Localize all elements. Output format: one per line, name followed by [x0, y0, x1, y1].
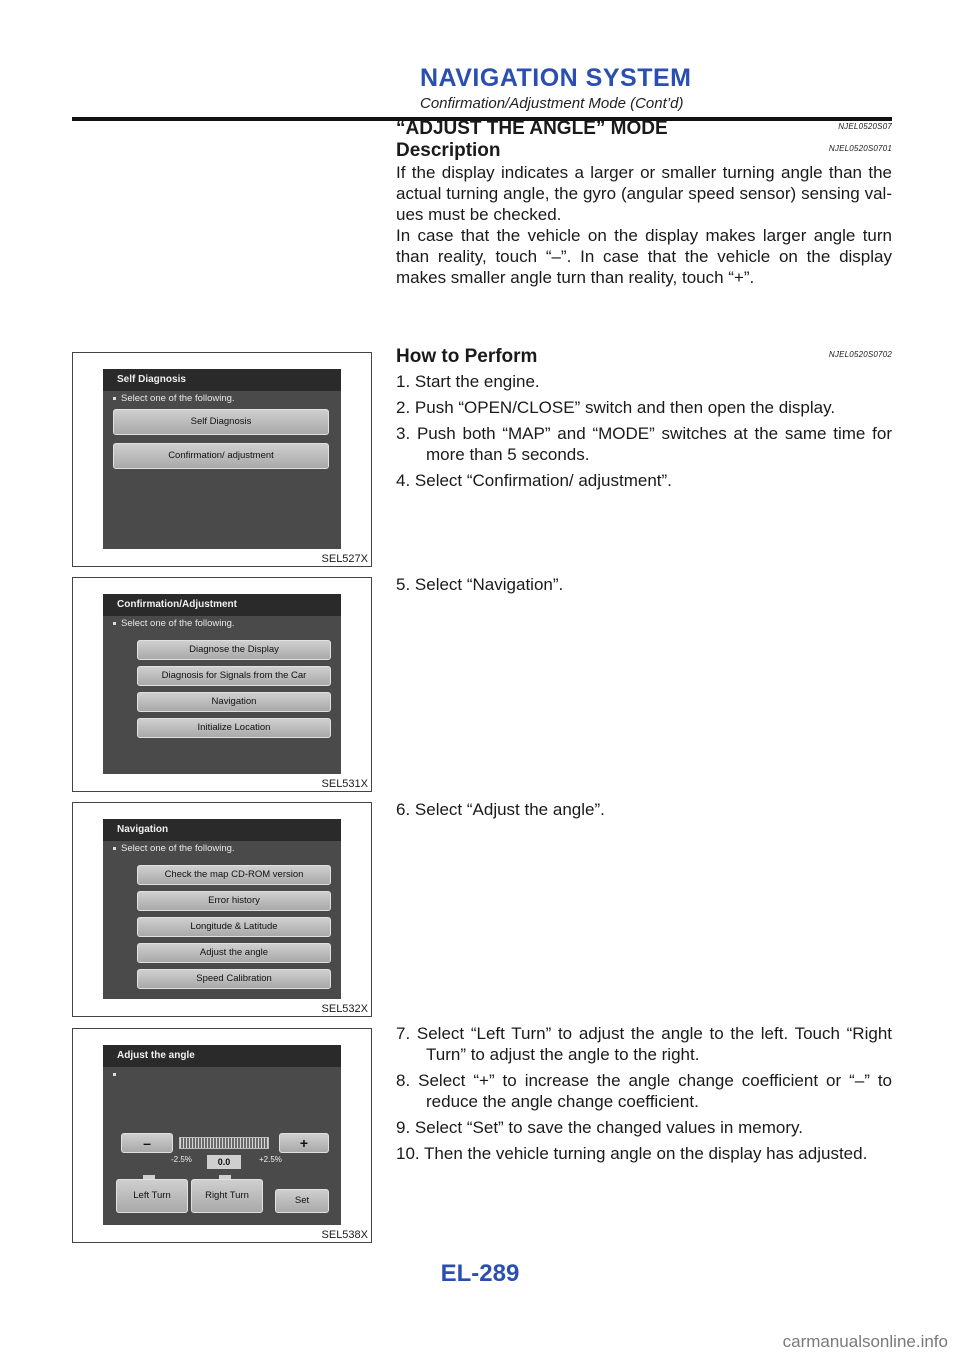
set-button[interactable]: Set [275, 1189, 329, 1213]
minus-button[interactable]: – [121, 1133, 173, 1153]
screen-navigation [103, 819, 341, 999]
scale-max-label: +2.5% [259, 1155, 282, 1164]
step-10: 10. Then the vehicle turning angle on the display has adjusted. [396, 1144, 868, 1163]
figure-confirmation-adjustment [72, 577, 372, 792]
diagnose-display-button[interactable]: Diagnose the Display [137, 640, 331, 660]
how-to-heading [396, 346, 892, 368]
step-5-block [396, 574, 892, 600]
figure-code: SEL531X [321, 778, 368, 790]
section-heading [396, 118, 892, 140]
check-cd-rom-button[interactable]: Check the map CD-ROM version [137, 865, 331, 885]
initialize-location-button[interactable]: Initialize Location [137, 718, 331, 738]
description-block [396, 118, 892, 288]
screen-prompt [113, 1069, 121, 1080]
screen-prompt: Select one of the following. [113, 843, 235, 854]
figure-code: SEL532X [321, 1003, 368, 1015]
how-to-title: How to Perform [396, 346, 538, 367]
description-para-1: If the display indicates a larger or smaller turning angle than the actual turning angle, the gyro (angular speed sensor) sensing val- ues must be checked. [396, 163, 892, 224]
self-diagnosis-button[interactable]: Self Diagnosis [113, 409, 329, 435]
screen-adjust-angle [103, 1045, 341, 1225]
section-title: “ADJUST THE ANGLE” MODE [396, 118, 668, 139]
description-title: Description [396, 140, 501, 161]
site-watermark: carmanualsonline.info [782, 1332, 948, 1351]
section-ref: NJEL0520S07 [838, 122, 892, 131]
step-8: 8. Select “+” to increase the angle change coefficient or “–” to reduce the angle change coefficient. [396, 1071, 892, 1111]
step-7: 7. Select “Left Turn” to adjust the angle to the left. Touch “Right Turn” to adjust the angle to the right. [396, 1024, 892, 1064]
page-number: EL-289 [440, 1260, 520, 1287]
plus-button[interactable]: + [279, 1133, 329, 1153]
screen-title: Navigation [103, 819, 341, 841]
figure-self-diagnosis [72, 352, 372, 567]
adjust-scale-bar[interactable] [179, 1137, 269, 1149]
bullet-icon [113, 622, 116, 625]
description-heading [396, 140, 892, 162]
description-ref: NJEL0520S0701 [828, 144, 892, 153]
left-turn-button[interactable]: Left Turn [116, 1179, 188, 1213]
how-to-block [396, 346, 892, 496]
step-5: 5. Select “Navigation”. [396, 575, 564, 594]
figure-adjust-angle [72, 1028, 372, 1243]
page-title: NAVIGATION SYSTEM [420, 64, 692, 92]
figure-code: SEL538X [321, 1229, 368, 1241]
step-3: 3. Push both “MAP” and “MODE” switches at the same time for more than 5 seconds. [396, 424, 892, 464]
how-to-ref: NJEL0520S0702 [828, 350, 892, 359]
adjust-angle-button[interactable]: Adjust the angle [137, 943, 331, 963]
screen-prompt: Select one of the following. [113, 618, 235, 629]
step-6: 6. Select “Adjust the angle”. [396, 800, 605, 819]
figure-navigation [72, 802, 372, 1017]
steps-7-10-block [396, 1023, 892, 1169]
error-history-button[interactable]: Error history [137, 891, 331, 911]
navigation-button[interactable]: Navigation [137, 692, 331, 712]
screen-title: Self Diagnosis [103, 369, 341, 391]
scale-min-label: -2.5% [171, 1155, 192, 1164]
page-subtitle: Confirmation/Adjustment Mode (Cont’d) [420, 95, 684, 112]
bullet-icon [113, 1073, 116, 1076]
step-4: 4. Select “Confirmation/ adjustment”. [396, 471, 672, 490]
right-turn-button[interactable]: Right Turn [191, 1179, 263, 1213]
longitude-latitude-button[interactable]: Longitude & Latitude [137, 917, 331, 937]
confirmation-adjustment-button[interactable]: Confirmation/ adjustment [113, 443, 329, 469]
screen-self-diagnosis [103, 369, 341, 549]
bullet-icon [113, 397, 116, 400]
screen-title: Adjust the angle [103, 1045, 341, 1067]
step-2: 2. Push “OPEN/CLOSE” switch and then open the display. [396, 398, 836, 417]
page-header [0, 0, 960, 122]
screen-confirmation-adjustment [103, 594, 341, 774]
step-9: 9. Select “Set” to save the changed values in memory. [396, 1118, 803, 1137]
figure-code: SEL527X [321, 553, 368, 565]
speed-calibration-button[interactable]: Speed Calibration [137, 969, 331, 989]
diagnosis-signals-button[interactable]: Diagnosis for Signals from the Car [137, 666, 331, 686]
screen-prompt: Select one of the following. [113, 393, 235, 404]
bullet-icon [113, 847, 116, 850]
step-6-block [396, 799, 892, 825]
step-1: 1. Start the engine. [396, 372, 540, 391]
adjust-value: 0.0 [207, 1155, 241, 1169]
description-para-2: In case that the vehicle on the display makes larger angle turn than reality, touch “–”. In case that the vehicle on the display makes smaller angle turn than reality, touch “+”. [396, 226, 892, 287]
screen-title: Confirmation/Adjustment [103, 594, 341, 616]
